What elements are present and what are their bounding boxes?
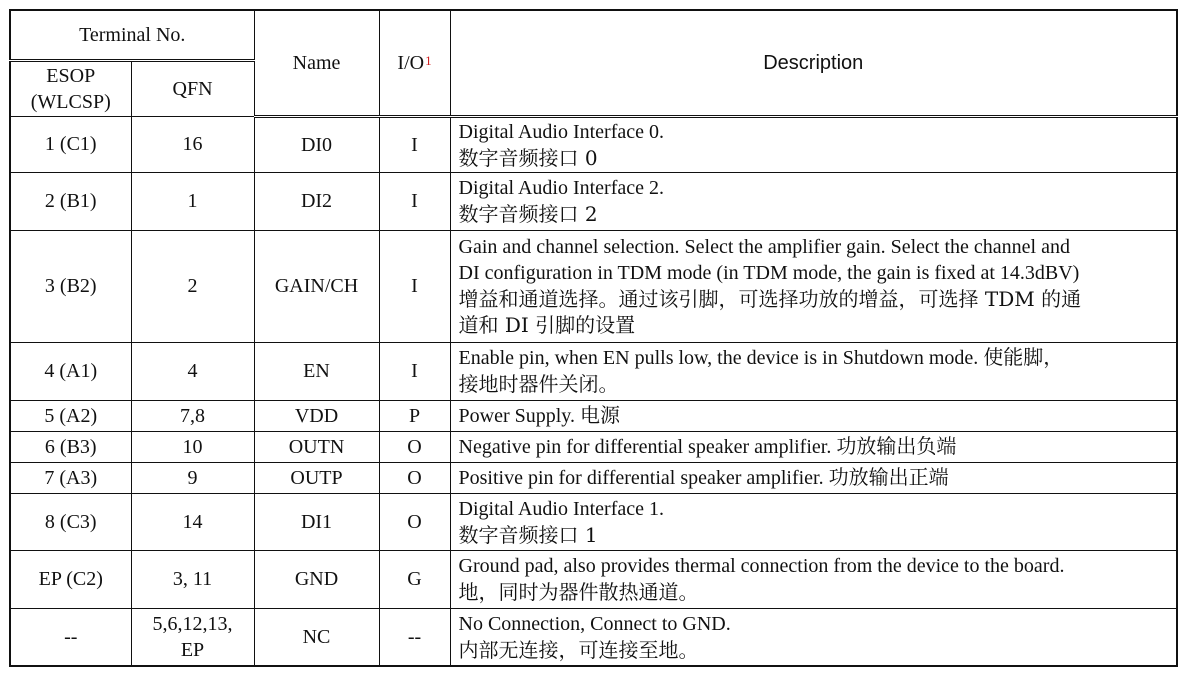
pin-description-table [9, 9, 1178, 667]
description-cell [450, 400, 1177, 431]
table-row [10, 342, 1177, 400]
description-line: 道和 DI 引脚的设置 [458, 313, 636, 337]
table-row [10, 431, 1177, 462]
table-row [10, 493, 1177, 550]
qfn-cell: 3, 11 [131, 550, 254, 608]
qfn-cell: 4 [131, 342, 254, 400]
description-line: 接地时器件关闭。 [458, 372, 619, 396]
description-line: Gain and channel selection. Select the amplifier gain. Select the channel and [458, 236, 1070, 258]
table-row [10, 608, 1177, 666]
esop-cell: 8 (C3) [10, 493, 131, 550]
description-line: 地，同时为器件散热通道。 [458, 580, 699, 604]
pin-name-cell: OUTP [254, 462, 379, 493]
description-cell [450, 462, 1177, 493]
esop-cell: 7 (A3) [10, 462, 131, 493]
description-cell [450, 342, 1177, 400]
description-line: Negative pin for differential speaker amplifier. 功放输出负端 [458, 435, 957, 458]
table-row [10, 462, 1177, 493]
description-cell [450, 493, 1177, 550]
esop-header-label: ESOP [46, 64, 96, 87]
io-cell: O [379, 462, 450, 493]
table-row [10, 172, 1177, 230]
description-line: No Connection, Connect to GND. [458, 612, 731, 635]
description-line: Enable pin, when EN pulls low, the device is in Shutdown mode. 使能脚， [458, 347, 1064, 369]
pin-name-cell: DI0 [254, 116, 379, 172]
pin-name-cell: NC [254, 608, 379, 666]
pin-name-cell: VDD [254, 400, 379, 431]
io-cell: O [379, 431, 450, 462]
description-header: Description [450, 10, 1177, 116]
pin-name-cell: GND [254, 550, 379, 608]
esop-cell: 3 (B2) [10, 230, 131, 342]
io-cell: P [379, 400, 450, 431]
qfn-cell-line: EP [180, 638, 205, 661]
description-line: Power Supply. 电源 [458, 404, 620, 427]
io-header [379, 10, 450, 116]
table-row [10, 116, 1177, 172]
table-row [10, 550, 1177, 608]
description-line: 数字音频接口 0 [458, 145, 598, 170]
pin-name-cell: DI1 [254, 493, 379, 550]
io-cell: I [379, 172, 450, 230]
qfn-cell: 7,8 [131, 400, 254, 431]
terminal-no-header: Terminal No. [10, 10, 254, 60]
io-cell: I [379, 230, 450, 342]
qfn-cell: 14 [131, 493, 254, 550]
io-cell: O [379, 493, 450, 550]
pin-name-cell: EN [254, 342, 379, 400]
io-cell: -- [379, 608, 450, 666]
description-cell [450, 550, 1177, 608]
pin-name-cell: GAIN/CH [254, 230, 379, 342]
description-cell [450, 116, 1177, 172]
description-line: 内部无连接，可连接至地。 [458, 637, 699, 662]
esop-cell: -- [10, 608, 131, 666]
table-row [10, 230, 1177, 342]
qfn-cell: 16 [131, 116, 254, 172]
qfn-cell: 2 [131, 230, 254, 342]
name-header: Name [254, 10, 379, 116]
description-line: Ground pad, also provides thermal connection from the device to the board. [458, 555, 1065, 577]
qfn-cell-line: 5,6,12,13, [152, 612, 233, 635]
io-footnote-marker: 1 [425, 52, 432, 68]
wlcsp-header-label: (WLCSP) [30, 90, 111, 113]
description-line: 增益和通道选择。通过该引脚，可选择功放的增益，可选择 TDM 的通 [458, 287, 1082, 311]
esop-cell: 2 (B1) [10, 172, 131, 230]
io-cell: I [379, 342, 450, 400]
description-cell [450, 230, 1177, 342]
io-cell: G [379, 550, 450, 608]
table-row [10, 400, 1177, 431]
description-line: 数字音频接口 2 [458, 202, 598, 226]
description-line: Digital Audio Interface 0. [458, 120, 665, 143]
description-cell [450, 431, 1177, 462]
qfn-cell [131, 608, 254, 666]
esop-cell: 5 (A2) [10, 400, 131, 431]
description-line: 数字音频接口 1 [458, 522, 598, 547]
description-cell [450, 608, 1177, 666]
description-line: Digital Audio Interface 2. [458, 177, 665, 199]
pin-name-cell: DI2 [254, 172, 379, 230]
qfn-cell: 9 [131, 462, 254, 493]
esop-cell: 1 (C1) [10, 116, 131, 172]
description-line: DI configuration in TDM mode (in TDM mode, the gain is fixed at 14.3dBV) [458, 262, 1080, 284]
esop-cell: 6 (B3) [10, 431, 131, 462]
qfn-header: QFN [131, 60, 254, 116]
pin-name-cell: OUTN [254, 431, 379, 462]
header-row-1 [10, 10, 1177, 60]
io-cell: I [379, 116, 450, 172]
io-header-label: I/O [397, 51, 425, 74]
esop-header [10, 60, 131, 116]
description-cell [450, 172, 1177, 230]
qfn-cell: 10 [131, 431, 254, 462]
description-line: Positive pin for differential speaker amplifier. 功放输出正端 [458, 466, 949, 489]
esop-cell: 4 (A1) [10, 342, 131, 400]
esop-cell: EP (C2) [10, 550, 131, 608]
description-line: Digital Audio Interface 1. [458, 497, 665, 520]
qfn-cell: 1 [131, 172, 254, 230]
